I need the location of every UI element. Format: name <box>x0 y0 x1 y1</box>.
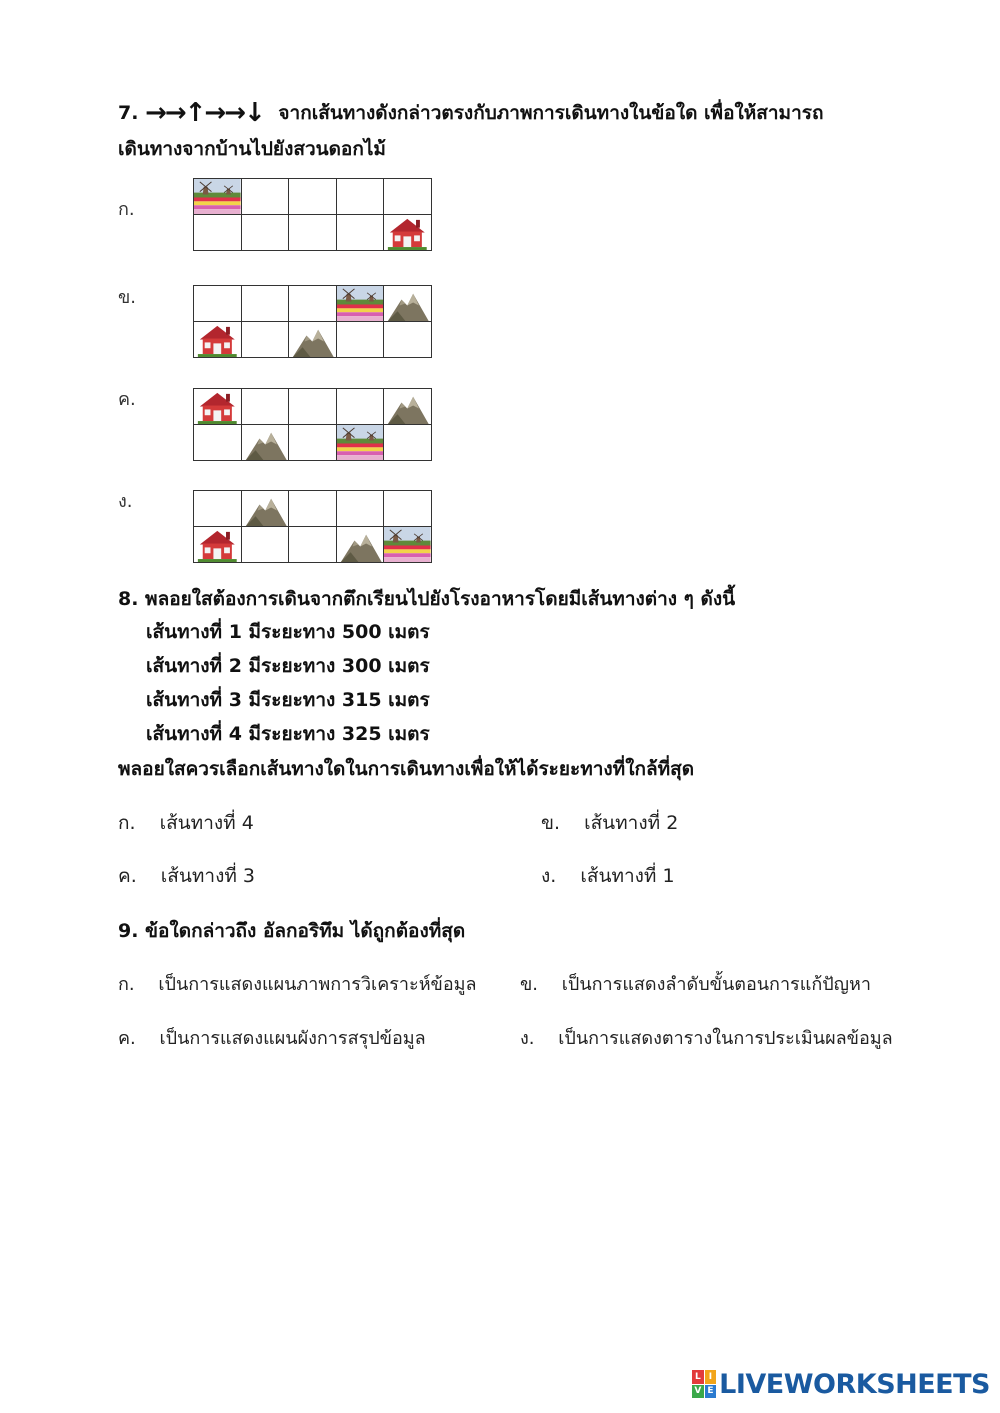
q8-option-c-text: เส้นทางที่ 3 <box>160 865 255 887</box>
liveworksheets-logo[interactable] <box>692 1367 990 1401</box>
grid-cell <box>194 491 242 527</box>
grid-cell <box>242 527 290 563</box>
q8-route-3: เส้นทางที่ 3 มีระยะทาง 315 เมตร <box>146 689 430 711</box>
grid-cell <box>242 215 290 251</box>
grid-cell <box>242 179 290 215</box>
q8-option-a[interactable] <box>118 808 254 838</box>
q8-option-c[interactable] <box>118 861 255 891</box>
q8-route-4: เส้นทางที่ 4 มีระยะทาง 325 เมตร <box>146 723 430 745</box>
grid-cell <box>384 179 432 215</box>
q9-option-c-text: เป็นการแสดงแผนผังการสรุปข้อมูล <box>159 1028 426 1049</box>
grid-cell <box>242 322 290 358</box>
q8-question: พลอยใสควรเลือกเส้นทางใดในการเดินทางเพื่อให้ได้ระยะทางที่ใกล้ที่สุด <box>118 758 695 780</box>
mountain-icon <box>242 425 290 461</box>
q7-line1 <box>118 96 823 130</box>
q9-option-a-letter: ก. <box>118 974 135 995</box>
mountain-icon <box>384 389 432 425</box>
q8-route-2: เส้นทางที่ 2 มีระยะทาง 300 เมตร <box>146 655 430 677</box>
q9-option-c-letter: ค. <box>118 1028 136 1049</box>
grid-cell <box>289 527 337 563</box>
q7-option-b-grid[interactable] <box>193 285 432 358</box>
grid-cell <box>384 491 432 527</box>
q7-option-a-letter[interactable]: ก. <box>118 199 135 220</box>
q9-option-b-text: เป็นการแสดงลำดับขั้นตอนการแก้ปัญหา <box>561 974 871 995</box>
house-icon <box>194 527 242 563</box>
grid-cell <box>289 179 337 215</box>
q7-number: 7. <box>118 102 139 124</box>
q8-option-b-text: เส้นทางที่ 2 <box>584 812 679 834</box>
q8-option-a-letter: ก. <box>118 812 136 834</box>
q8-option-b-letter: ข. <box>541 812 561 834</box>
logo-mark-icon: L I V E <box>692 1370 716 1398</box>
q7-option-b-letter[interactable]: ข. <box>118 287 137 308</box>
grid-cell <box>194 425 242 461</box>
q8-title: 8. พลอยใสต้องการเดินจากตึกเรียนไปยังโรงอาหารโดยมีเส้นทางต่าง ๆ ดังนี้ <box>118 588 736 610</box>
grid-cell <box>337 491 385 527</box>
q9-option-d[interactable] <box>520 1024 893 1054</box>
grid-cell <box>242 389 290 425</box>
grid-cell <box>337 215 385 251</box>
q8-option-d-letter: ง. <box>541 865 557 887</box>
q7-text-line1: จากเส้นทางดังกล่าวตรงกับภาพการเดินทางในข้อใด เพื่อให้สามารถ <box>278 102 824 124</box>
flower-garden-icon <box>337 425 385 461</box>
q7-option-c-letter[interactable]: ค. <box>118 389 136 410</box>
flower-garden-icon <box>384 527 432 563</box>
q9-option-a[interactable] <box>118 970 477 1000</box>
mountain-icon <box>242 491 290 527</box>
grid-cell <box>289 425 337 461</box>
grid-cell <box>194 286 242 322</box>
house-icon <box>384 215 432 251</box>
q9-option-c[interactable] <box>118 1024 426 1054</box>
logo-text: LIVEWORKSHEETS <box>719 1368 990 1400</box>
grid-cell <box>194 215 242 251</box>
grid-cell <box>289 286 337 322</box>
q9-option-b-letter: ข. <box>520 974 539 995</box>
q7-text-line2: เดินทางจากบ้านไปยังสวนดอกไม้ <box>118 138 386 160</box>
q7-option-d-letter[interactable]: ง. <box>118 491 133 512</box>
q7-option-d-grid[interactable] <box>193 490 432 563</box>
q8-route-1: เส้นทางที่ 1 มีระยะทาง 500 เมตร <box>146 621 430 643</box>
grid-cell <box>337 389 385 425</box>
mountain-icon <box>289 322 337 358</box>
q9-title: 9. ข้อใดกล่าวถึง อัลกอริทึม ได้ถูกต้องที่สุด <box>118 920 466 942</box>
grid-cell <box>384 322 432 358</box>
q8-option-c-letter: ค. <box>118 865 137 887</box>
flower-garden-icon <box>337 286 385 322</box>
grid-cell <box>289 215 337 251</box>
q7-option-c-grid[interactable] <box>193 388 432 461</box>
grid-cell <box>289 389 337 425</box>
q9-option-d-text: เป็นการแสดงตารางในการประเมินผลข้อมูล <box>558 1028 893 1049</box>
q8-option-b[interactable] <box>541 808 678 838</box>
flower-garden-icon <box>194 179 242 215</box>
arrow-sequence-icon: →→↑→→↓ <box>145 98 264 128</box>
grid-cell <box>384 425 432 461</box>
q8-option-a-text: เส้นทางที่ 4 <box>159 812 254 834</box>
house-icon <box>194 322 242 358</box>
mountain-icon <box>384 286 432 322</box>
house-icon <box>194 389 242 425</box>
grid-cell <box>242 286 290 322</box>
grid-cell <box>337 322 385 358</box>
q9-option-d-letter: ง. <box>520 1028 535 1049</box>
q8-option-d-text: เส้นทางที่ 1 <box>580 865 675 887</box>
grid-cell <box>289 491 337 527</box>
mountain-icon <box>337 527 385 563</box>
q9-option-b[interactable] <box>520 970 871 1000</box>
q7-option-a-grid[interactable] <box>193 178 432 251</box>
q9-option-a-text: เป็นการแสดงแผนภาพการวิเคราะห์ข้อมูล <box>158 974 477 995</box>
q8-option-d[interactable] <box>541 861 675 891</box>
grid-cell <box>337 179 385 215</box>
